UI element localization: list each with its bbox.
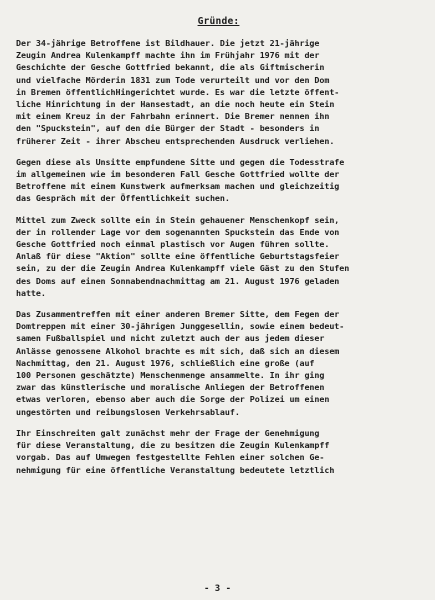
text-line: das Gespräch mit der Öffentlichkeit suchen.	[16, 193, 230, 204]
text-line: in Bremen öffentlichHingerichtet wurde. Es war die letzte öffent-	[16, 86, 340, 97]
text-line: hatte.	[16, 287, 46, 298]
text-line: Der 34-jährige Betroffene ist Bildhauer. Die jetzt 21-jährige	[16, 38, 320, 48]
text-line: des Doms auf einen Sonnabendnachmittag am 21. August 1976 geladen	[16, 275, 340, 286]
document-body	[16, 37, 421, 476]
text-line: Betroffene mit einem Kunstwerk aufmerksam machen und gleichzeitig	[16, 181, 340, 192]
text-line: und vielfache Mörderin 1831 zum Tode verurteilt und vor den Dom	[16, 74, 330, 85]
text-line: Mittel zum Zweck sollte ein in Stein gehauener Menschenkopf sein,	[16, 214, 340, 225]
page-number: - 3 -	[203, 584, 232, 594]
text-line: Domtreppen mit einer 30-jährigen Junggesellin, sowie einem bedeut-	[16, 321, 345, 332]
text-line: den "Spuckstein", auf den die Bürger der Stadt - besonders in	[16, 123, 320, 134]
text-line: vorgab. Das auf Umwegen festgestellte Fehlen einer solchen Ge-	[16, 452, 325, 463]
text-line: Ihr Einschreiten galt zunächst mehr der Frage der Genehmigung	[16, 427, 320, 438]
text-line: im allgemeinen wie im besonderen Fall Gesche Gottfried wollte der	[16, 169, 340, 180]
text-line: zwar das künstlerische und moralische Anliegen der Betroffenen	[16, 382, 325, 393]
text-line: samen Fußballspiel und nicht zuletzt auch der aus jedem dieser	[16, 333, 325, 344]
text-line: ungestörten und reibungslosen Verkehrsablauf.	[16, 406, 240, 417]
text-line: Zeugin Andrea Kulenkampff machte ihn im Frühjahr 1976 mit der	[16, 50, 320, 61]
text-line: sein, zu der die Zeugin Andrea Kulenkampff viele Gäst zu den Stufen	[16, 263, 350, 274]
paragraph	[16, 37, 421, 147]
text-line: Das Zusammentreffen mit einer anderen Bremer Sitte, dem Fegen der	[16, 309, 340, 320]
text-line: 100 Personen geschätzte) Menschenmenge ansammelte. In ihr ging	[16, 370, 325, 381]
text-line: Gegen diese als Unsitte empfundene Sitte und gegen die Todesstrafe	[16, 156, 345, 167]
text-line: nehmigung für eine öffentliche Veranstaltung bedeutete letztlich	[16, 464, 335, 475]
paragraph	[16, 427, 421, 476]
section-heading: Gründe:	[197, 16, 240, 27]
text-line: Geschichte der Gesche Gottfried bekannt, die als Giftmischerin	[16, 62, 325, 73]
text-line: etwas verloren, ebenso aber auch die Sorge der Polizei um einen	[16, 394, 330, 405]
text-line: früherer Zeit - ihrer Abscheu entsprechenden Ausdruck verliehen.	[16, 135, 335, 146]
text-line: Nachmittag, den 21. August 1976, schließlich eine große (auf	[16, 357, 315, 368]
text-line: Anlaß für diese "Aktion" sollte eine öffentliche Geburtstagsfeier	[16, 251, 340, 262]
paragraph	[16, 308, 421, 418]
text-line: liche Hinrichtung in der Hansestadt, an die noch heute ein Stein	[16, 99, 335, 110]
text-line: für diese Veranstaltung, die zu besitzen die Zeugin Kulenkampff	[16, 440, 330, 451]
paragraph	[16, 156, 421, 205]
text-line: Anlässe genossene Alkohol brachte es mit sich, daß sich an diesem	[16, 345, 340, 356]
text-line: der in rollender Lage vor dem sogenannten Spuckstein das Ende von	[16, 226, 340, 237]
paragraph	[16, 214, 421, 299]
text-line: mit einem Kreuz in der Fahrbahn erinnert. Die Bremer nennen ihn	[16, 111, 330, 122]
text-line: Gesche Gottfried noch einmal plastisch vor Augen führen sollte.	[16, 239, 330, 250]
